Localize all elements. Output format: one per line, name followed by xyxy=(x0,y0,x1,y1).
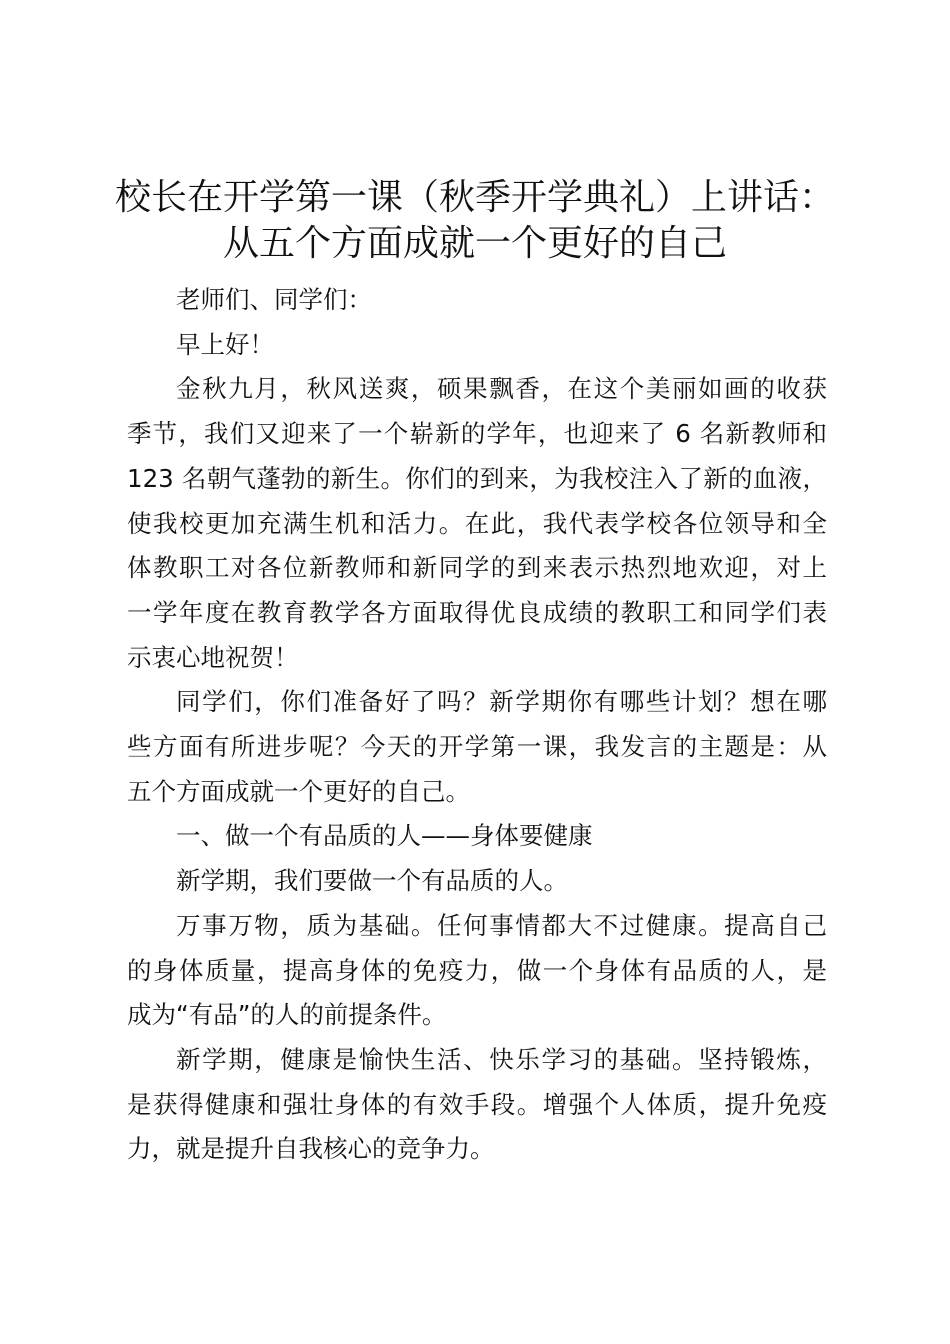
body-text-line: 新学期，我们要做一个有品质的人。 xyxy=(176,866,568,895)
body-text-line: 一、做一个有品质的人——身体要健康 xyxy=(176,821,593,850)
body-text-line: 季节，我们又迎来了一个崭新的学年，也迎来了 6 名新教师和 xyxy=(127,419,827,448)
document-title-line-2: 从五个方面成就一个更好的自己 xyxy=(222,223,727,264)
body-text-line: 一学年度在教育教学各方面取得优良成绩的教职工和同学们表 xyxy=(127,598,827,627)
body-text-line: 体教职工对各位新教师和新同学的到来表示热烈地欢迎，对上 xyxy=(127,553,827,582)
body-text-line: 示衷心地祝贺！ xyxy=(127,643,299,672)
body-text-line: 些方面有所进步呢？今天的开学第一课，我发言的主题是：从 xyxy=(127,732,827,761)
body-text-line: 早上好！ xyxy=(176,330,274,359)
body-text-line: 的身体质量，提高身体的免疫力，做一个身体有品质的人，是 xyxy=(127,956,827,985)
document-title-line-1: 校长在开学第一课（秋季开学典礼）上讲话： xyxy=(114,177,835,218)
body-text-line: 成为“有品”的人的前提条件。 xyxy=(127,1000,447,1029)
body-text-line: 是获得健康和强壮身体的有效手段。增强个人体质，提升免疫 xyxy=(127,1090,827,1119)
body-text-line: 五个方面成就一个更好的自己。 xyxy=(127,777,470,806)
body-text-line: 同学们，你们准备好了吗？新学期你有哪些计划？想在哪 xyxy=(176,687,827,716)
body-text-line: 金秋九月，秋风送爽，硕果飘香，在这个美丽如画的收获 xyxy=(176,374,827,403)
body-text-line: 123 名朝气蓬勃的新生。你们的到来，为我校注入了新的血液， xyxy=(127,464,827,493)
body-text-line: 万事万物，质为基础。任何事情都大不过健康。提高自己 xyxy=(176,911,827,940)
body-text-line: 使我校更加充满生机和活力。在此，我代表学校各位领导和全 xyxy=(127,509,827,538)
body-text-line: 力，就是提升自我核心的竞争力。 xyxy=(127,1134,495,1163)
body-text-line: 老师们、同学们： xyxy=(176,285,372,314)
body-text-line: 新学期，健康是愉快生活、快乐学习的基础。坚持锻炼， xyxy=(176,1045,827,1074)
